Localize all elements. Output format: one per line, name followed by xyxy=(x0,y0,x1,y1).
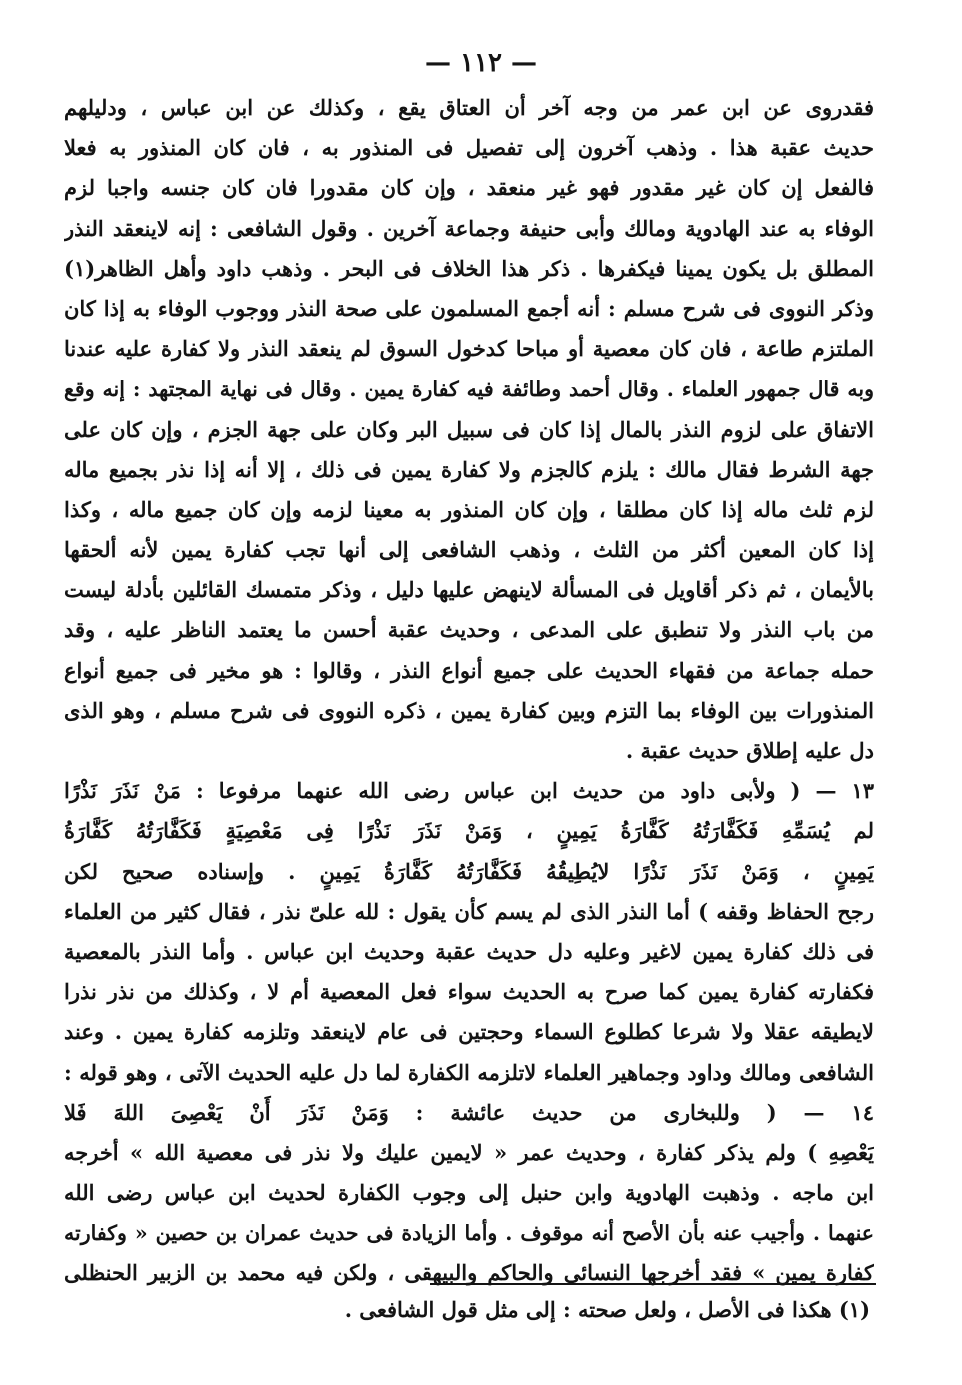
text-line: الوفاء به عند الهادوية ومالك وأبى حنيفة وجماعة آخرين . وقول الشافعى : إنه لاينعقد النذر xyxy=(64,215,874,241)
text-line: فى ذلك كفارة يمين لاغير وعليه دل حديث عقبة وحديث ابن عباس . وأما النذر بالمعصية xyxy=(64,938,874,964)
text-line: فالفعل إن كان غير مقدور فهو غير منعقد ، وإن كان مقدورا فان كان جنسه واجبا لزم xyxy=(64,175,874,201)
text-line: ابن ماجه . وذهبت الهادوية وابن حنبل إلى وجوب الكفارة لحديث ابن عباس رضى الله xyxy=(64,1180,874,1206)
text-line: وبه قال جمهور العلماء . وقال أحمد وطائفة فيه كفارة يمين . وقال فى نهاية المجتهد : إنه وقع xyxy=(64,377,874,402)
text-line: المطلق بل يكون يمينا فيكفرها . ذكر هذا الخلاف فى البحر . وذهب داود وأهل الظاهر(١) xyxy=(64,255,874,281)
footnote-separator xyxy=(430,1283,876,1285)
text-line: بالأيمان ، ثم ذكر أقاويل فى المسألة لاينهض عليها دليل ، وذكر متمسك القائلين بأدلة ليست xyxy=(64,577,874,603)
text-line: جهة الشرط فقال مالك : يلزم كالجزم ولا كفارة يمين فى ذلك ، إلا أنه إذا نذر بجميع ماله xyxy=(64,456,874,482)
text-line: الملتزم طاعة ، فان كان معصية أو مباحا كدخول السوق لم ينعقد النذر ولا كفارة عليه عندنا xyxy=(64,336,874,362)
text-line: يَمِينٍ ، وَمَنْ نَذَرَ نَذْرًا لايُطِيقُهُ فَكَفَّارَتُهُ كَفَّارَةُ يَمِينٍ . وإسناده صحيح لكن xyxy=(64,858,874,884)
text-line: لايطيقه عقلا ولا شرعا كطلوع السماء وحجتين فى عام لاينعقد وتلزمه كفارة يمين . وعند xyxy=(64,1019,874,1045)
page-number: — ١١٢ — xyxy=(424,48,538,78)
text-line: لزم ثلث ماله إذا كان مطلقا ، وإن كان المنذور به معينا لزمه وإن كان جميع ماله ، وكذا xyxy=(64,496,874,522)
text-line: من باب النذر ولا تنطبق على المدعى ، وحديث عقبة أحسن ما يعتمد الناظر عليه ، وقد xyxy=(64,617,874,643)
text-line: الشافعى ومالك وداود وجماهير العلماء لاتلزمه الكفارة لما دل عليه الحديث الآتى ، وهو قوله : xyxy=(64,1059,874,1085)
text-line: كفارة يمين » فقد أخرجها النسائى والحاكم والبيهقى ، ولكن فيه محمد بن الزبير الحنظلى xyxy=(64,1260,874,1286)
text-line: ١٤ — ( وللبخارى من حديث عائشة : وَمَنْ نَذَرَ أَنْ يَعْصِىَ اللهَ فَلا xyxy=(64,1099,874,1125)
text-line: وذكر النووى فى شرح مسلم : أنه أجمع المسلمون على صحة النذر ووجوب الوفاء به إذا كان xyxy=(64,295,874,321)
text-line: عنهما . وأجيب عنه بأن الأصح أنه موقوف . وأما الزيادة فى حديث عمران بن حصين « وكفارته xyxy=(64,1221,874,1246)
text-line: فقدروى عن ابن عمر من وجه آخر أن العتاق يقع ، وكذلك عن ابن عباس ، ودليلهم xyxy=(64,95,874,120)
text-line: يَعْصِهِ ) ولم يذكر كفارة ، وحديث عمر « لايمين عليك ولا نذر فى معصية الله » أخرجه xyxy=(64,1139,874,1165)
text-line: حديث عقبة هذا . وذهب آخرون إلى تفصيل فى المنذور به ، فان كان المنذور به فعلا xyxy=(64,135,874,161)
text-line: رجح الحفاظ وقفه ) أما النذر الذى لم يسم كأن يقول : لله علىّ نذر ، فقال كثير من العلماء xyxy=(64,898,874,924)
text-line: فكفارته كفارة يمين كما صرح به الحديث سواء فعل المعصية أم لا ، وكذلك من نذر نذرا xyxy=(64,979,874,1005)
text-line: لم يُسَمِّهِ فَكَفَّارَتُهُ كَفَّارَةُ يَمِينٍ ، وَمَنْ نَذَرَ نَذْرًا فِى مَعْصِيَةٍ فَكَفَّارَتُهُ كَفَّارَةُ xyxy=(64,818,874,844)
footnote: (١) هكذا فى الأصل ، ولعل صحته : إلى مثل قول الشافعى . xyxy=(344,1297,870,1322)
body-text xyxy=(64,88,874,1294)
text-line: إذا كان المعين أكثر من الثلث ، وذهب الشافعى إلى أنها تجب كفارة يمين لأنه ألحقها xyxy=(64,537,874,563)
text-line: المنذورات بين الوفاء بما التزم وبين كفارة يمين ، ذكره النووى فى شرح مسلم ، وهو الذى xyxy=(64,697,874,723)
text-line: ١٣ — ( ولأبى داود من حديث ابن عباس رضى الله عنهما مرفوعا : مَنْ نَذَرَ نَذْرًا xyxy=(64,778,874,804)
text-line: دل عليه إطلاق حديث عقبة . xyxy=(625,738,874,763)
text-line: الاتفاق على لزوم النذر بالمال إذا كان فى سبيل البر وكان على جهة الجزم ، وإن كان على xyxy=(64,416,874,442)
text-line: حمله جماعة من فقهاء الحديث على جميع أنواع النذر ، وقالوا : هو مخير فى جميع أنواع xyxy=(64,657,874,683)
